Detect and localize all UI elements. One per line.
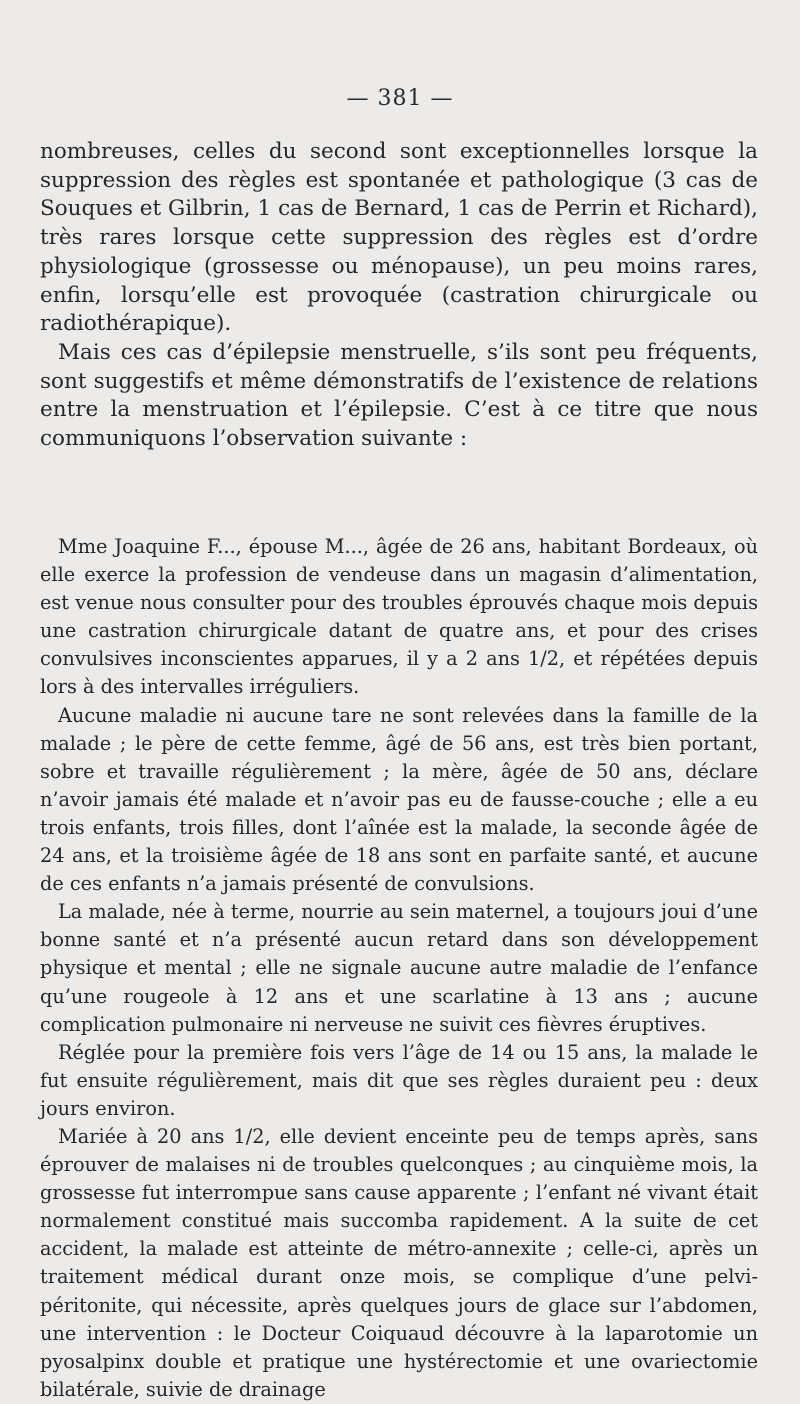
intro-text: [40, 138, 758, 454]
paragraph: nombreuses, celles du second sont exceptionnelles lorsque la suppression des règles est spontanée et pathologique (3 cas de Souques et Gilbrin, 1 cas de Bernard, 1 cas de Perrin et Richard), très rares lorsque cette suppression des règles est d’ordre physiologique (grossesse ou ménopause), un peu moins rares, enfin, lorsqu’elle est provoquée (castration chirurgicale ou radiothérapique).: [40, 139, 758, 337]
paragraph: Mariée à 20 ans 1/2, elle devient enceinte peu de temps après, sans éprouver de malaises ni de troubles quelconques ; au cinquième mois, la grossesse fut interrompue sans cause apparente ; l’enfant né vivant était normalement constitué mais succomba rapidement. A la suite de cet accident, la malade est atteinte de métro-annexite ; celle-ci, après un traitement médical durant onze mois, se complique d’une pelvi-péritonite, qui nécessite, après quelques jours de glace sur l’abdomen, une intervention : le Docteur Coiquaud découvre à la laparotomie un pyosalpinx double et pratique une hystérectomie et une ovariectomie bilatérale, suivie de drainage: [40, 1124, 758, 1401]
observation-text: [40, 533, 758, 1404]
paragraph: La malade, née à terme, nourrie au sein maternel, a toujours joui d’une bonne santé et n’a présenté aucun retard dans son développement physique et mental ; elle ne signale aucune autre maladie de l’enfance qu’une rougeole à 12 ans et une scarlatine à 13 ans ; aucune complication pulmonaire ni nerveuse ne suivit ces fièvres éruptives.: [40, 900, 758, 1036]
paragraph: Réglée pour la première fois vers l’âge de 14 ou 15 ans, la malade le fut ensuite régulièrement, mais dit que ses règles duraient peu : deux jours environ.: [40, 1040, 758, 1120]
page-number: — 381 —: [346, 86, 454, 111]
paragraph: Mme Joaquine F..., épouse M..., âgée de 26 ans, habitant Bordeaux, où elle exerce la profession de vendeuse dans un magasin d’alimentation, est venue nous consulter pour des troubles éprouvés chaque mois depuis une castration chirurgicale datant de quatre ans, et pour des crises convulsives inconscientes apparues, il y a 2 ans 1/2, et répétées depuis lors à des intervalles irréguliers.: [40, 535, 758, 699]
paragraph: Aucune maladie ni aucune tare ne sont relevées dans la famille de la malade ; le père de cette femme, âgé de 56 ans, est très bien portant, sobre et travaille régulièrement ; la mère, âgée de 50 ans, déclare n’avoir jamais été malade et n’avoir pas eu de fausse-couche ; elle a eu trois enfants, trois filles, dont l’aînée est la malade, la seconde âgée de 24 ans, et la troisième âgée de 18 ans sont en parfaite santé, et aucune de ces enfants n’a jamais présenté de convulsions.: [40, 703, 758, 896]
paragraph: Mais ces cas d’épilepsie menstruelle, s’ils sont peu fréquents, sont suggestifs et même démonstratifs de l’existence de relations entre la menstruation et l’épilepsie. C’est à ce titre que nous communiquons l’observation suivante :: [40, 339, 758, 452]
